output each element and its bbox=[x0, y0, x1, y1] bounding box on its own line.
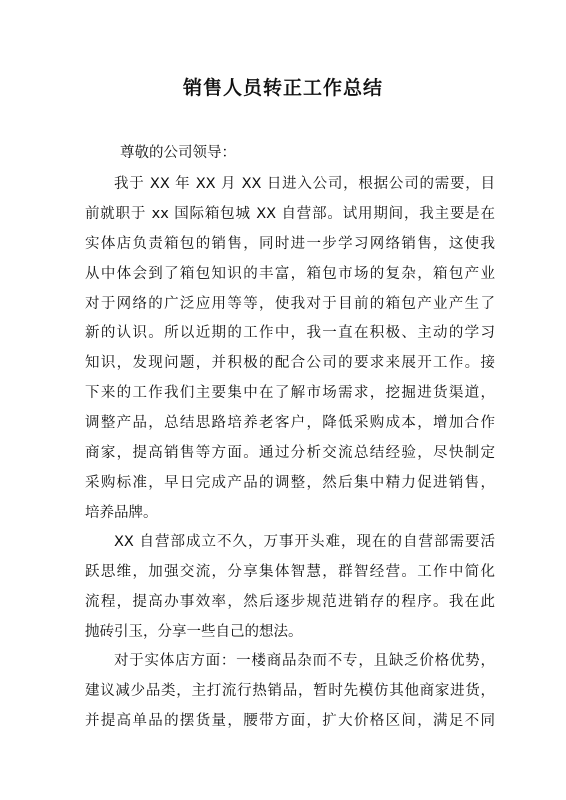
paragraph-3 bbox=[85, 647, 495, 737]
text-line: 下来的工作我们主要集中在了解市场需求，挖掘进货渠道， bbox=[85, 385, 495, 402]
text-line: 建议减少品类，主打流行热销品，暂时先模仿其他商家进货， bbox=[85, 682, 495, 699]
text-line: 新的认识。所以近期的工作中，我一直在积极、主动的学习 bbox=[85, 325, 495, 342]
text-line: 流程，提高办事效率，然后逐步规范进销存的程序。我在此 bbox=[85, 593, 495, 610]
text-line: 抛砖引玉，分享一些自己的想法。 bbox=[85, 623, 303, 640]
text-line: 对于实体店方面：一楼商品杂而不专，且缺乏价格优势， bbox=[114, 653, 495, 669]
text-line: 从中体会到了箱包知识的丰富，箱包市场的复杂，箱包产业 bbox=[85, 265, 495, 282]
paragraph-1 bbox=[85, 170, 495, 529]
text-line: 调整产品，总结思路培养老客户，降低采购成本，增加合作 bbox=[85, 415, 495, 432]
paragraph-2 bbox=[85, 528, 495, 648]
text-line: 对于网络的广泛应用等等，使我对于目前的箱包产业产生了 bbox=[85, 295, 495, 312]
text-line: 跃思维，加强交流，分享集体智慧，群智经营。工作中简化 bbox=[85, 563, 495, 580]
salutation: 尊敬的公司领导： bbox=[120, 145, 236, 161]
text-line: XX 自营部成立不久，万事开头难，现在的自营部需要活 bbox=[114, 534, 495, 550]
text-line: 实体店负责箱包的销售，同时进一步学习网络销售，这使我 bbox=[85, 235, 495, 252]
text-line: 知识，发现问题，并积极的配合公司的要求来展开工作。接 bbox=[85, 355, 495, 372]
text-line: 我于 XX 年 XX 月 XX 日进入公司，根据公司的需要，目 bbox=[114, 176, 495, 192]
text-line: 商家，提高销售等方面。通过分析交流总结经验，尽快制定 bbox=[85, 445, 495, 462]
text-line: 并提高单品的摆货量，腰带方面，扩大价格区间，满足不同 bbox=[85, 712, 495, 729]
text-line: 前就职于 xx 国际箱包城 XX 自营部。试用期间，我主要是在 bbox=[85, 205, 495, 222]
text-line: 采购标准，早日完成产品的调整，然后集中精力促进销售， bbox=[85, 474, 495, 491]
text-line: 培养品牌。 bbox=[85, 504, 158, 521]
document-title: 销售人员转正工作总结 bbox=[182, 77, 383, 99]
